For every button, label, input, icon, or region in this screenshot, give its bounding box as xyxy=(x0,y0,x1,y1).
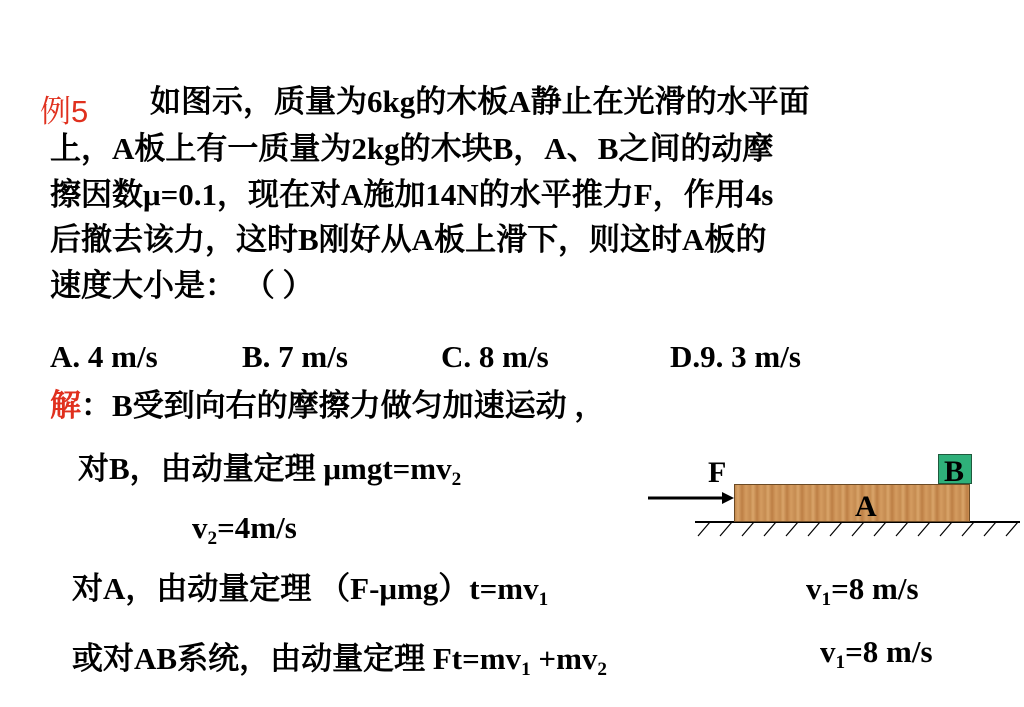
step1-subscript: 2 xyxy=(451,468,462,490)
step1-result-value: =4m/s xyxy=(217,510,297,545)
solution-step-1-result xyxy=(192,510,297,549)
solution-step-2 xyxy=(72,571,549,610)
problem-line-4: 后撤去该力，这时B刚好从A板上滑下，则这时A板的 xyxy=(50,222,767,257)
step2-result-var: v xyxy=(806,571,822,606)
step2-result-sub: 1 xyxy=(821,588,832,610)
solution-intro-line xyxy=(50,388,605,424)
step1-result-var: v xyxy=(192,510,208,545)
step3-subscript-2: 2 xyxy=(597,658,608,680)
ground-hatching xyxy=(698,522,1018,536)
board-label: A xyxy=(855,490,877,523)
solution-step-3-result xyxy=(820,634,933,673)
board-a xyxy=(734,484,970,522)
step2-subscript: 1 xyxy=(538,588,549,610)
block-label: B xyxy=(944,455,965,488)
step2-result-value: =8 m/s xyxy=(831,571,919,606)
solution-step-2-result xyxy=(806,571,919,610)
solution-intro: B受到向右的摩擦力做匀加速运动 ， xyxy=(112,388,606,423)
solution-step-1 xyxy=(78,451,462,490)
step1-result-sub: 2 xyxy=(207,527,218,549)
force-arrow-head xyxy=(722,492,734,504)
step3-result-sub: 1 xyxy=(835,651,846,673)
option-a: A. 4 m/s xyxy=(50,339,158,374)
solution-colon: ： xyxy=(81,388,112,423)
option-d: D.9. 3 m/s xyxy=(670,339,801,374)
step3-mid: +mv xyxy=(530,641,598,676)
problem-line-5: 速度大小是： （ ） xyxy=(50,268,314,303)
step3-result-var: v xyxy=(820,634,836,669)
problem-line-1: 如图示，质量为6kg的木板A静止在光滑的水平面 xyxy=(150,84,810,119)
problem-line-3: 擦因数μ=0.1，现在对A施加14N的水平推力F，作用4s xyxy=(50,177,774,212)
force-label: F xyxy=(708,456,727,489)
step3-result-value: =8 m/s xyxy=(845,634,933,669)
example-label: 例5 xyxy=(40,94,89,129)
problem-line-2: 上，A板上有一质量为2kg的木块B，A、B之间的动摩 xyxy=(50,131,774,166)
option-c: C. 8 m/s xyxy=(441,339,549,374)
step3-subscript-1: 1 xyxy=(521,658,531,680)
solution-label: 解 xyxy=(50,388,81,423)
option-b: B. 7 m/s xyxy=(242,339,348,374)
step1-text: 对B，由动量定理 μmgt=mv xyxy=(78,451,452,486)
solution-step-3 xyxy=(72,641,608,680)
step2-text: 对A，由动量定理 （F-μmg）t=mv xyxy=(72,571,539,606)
step3-text: 或对AB系统，由动量定理 Ft=mv xyxy=(72,641,522,676)
